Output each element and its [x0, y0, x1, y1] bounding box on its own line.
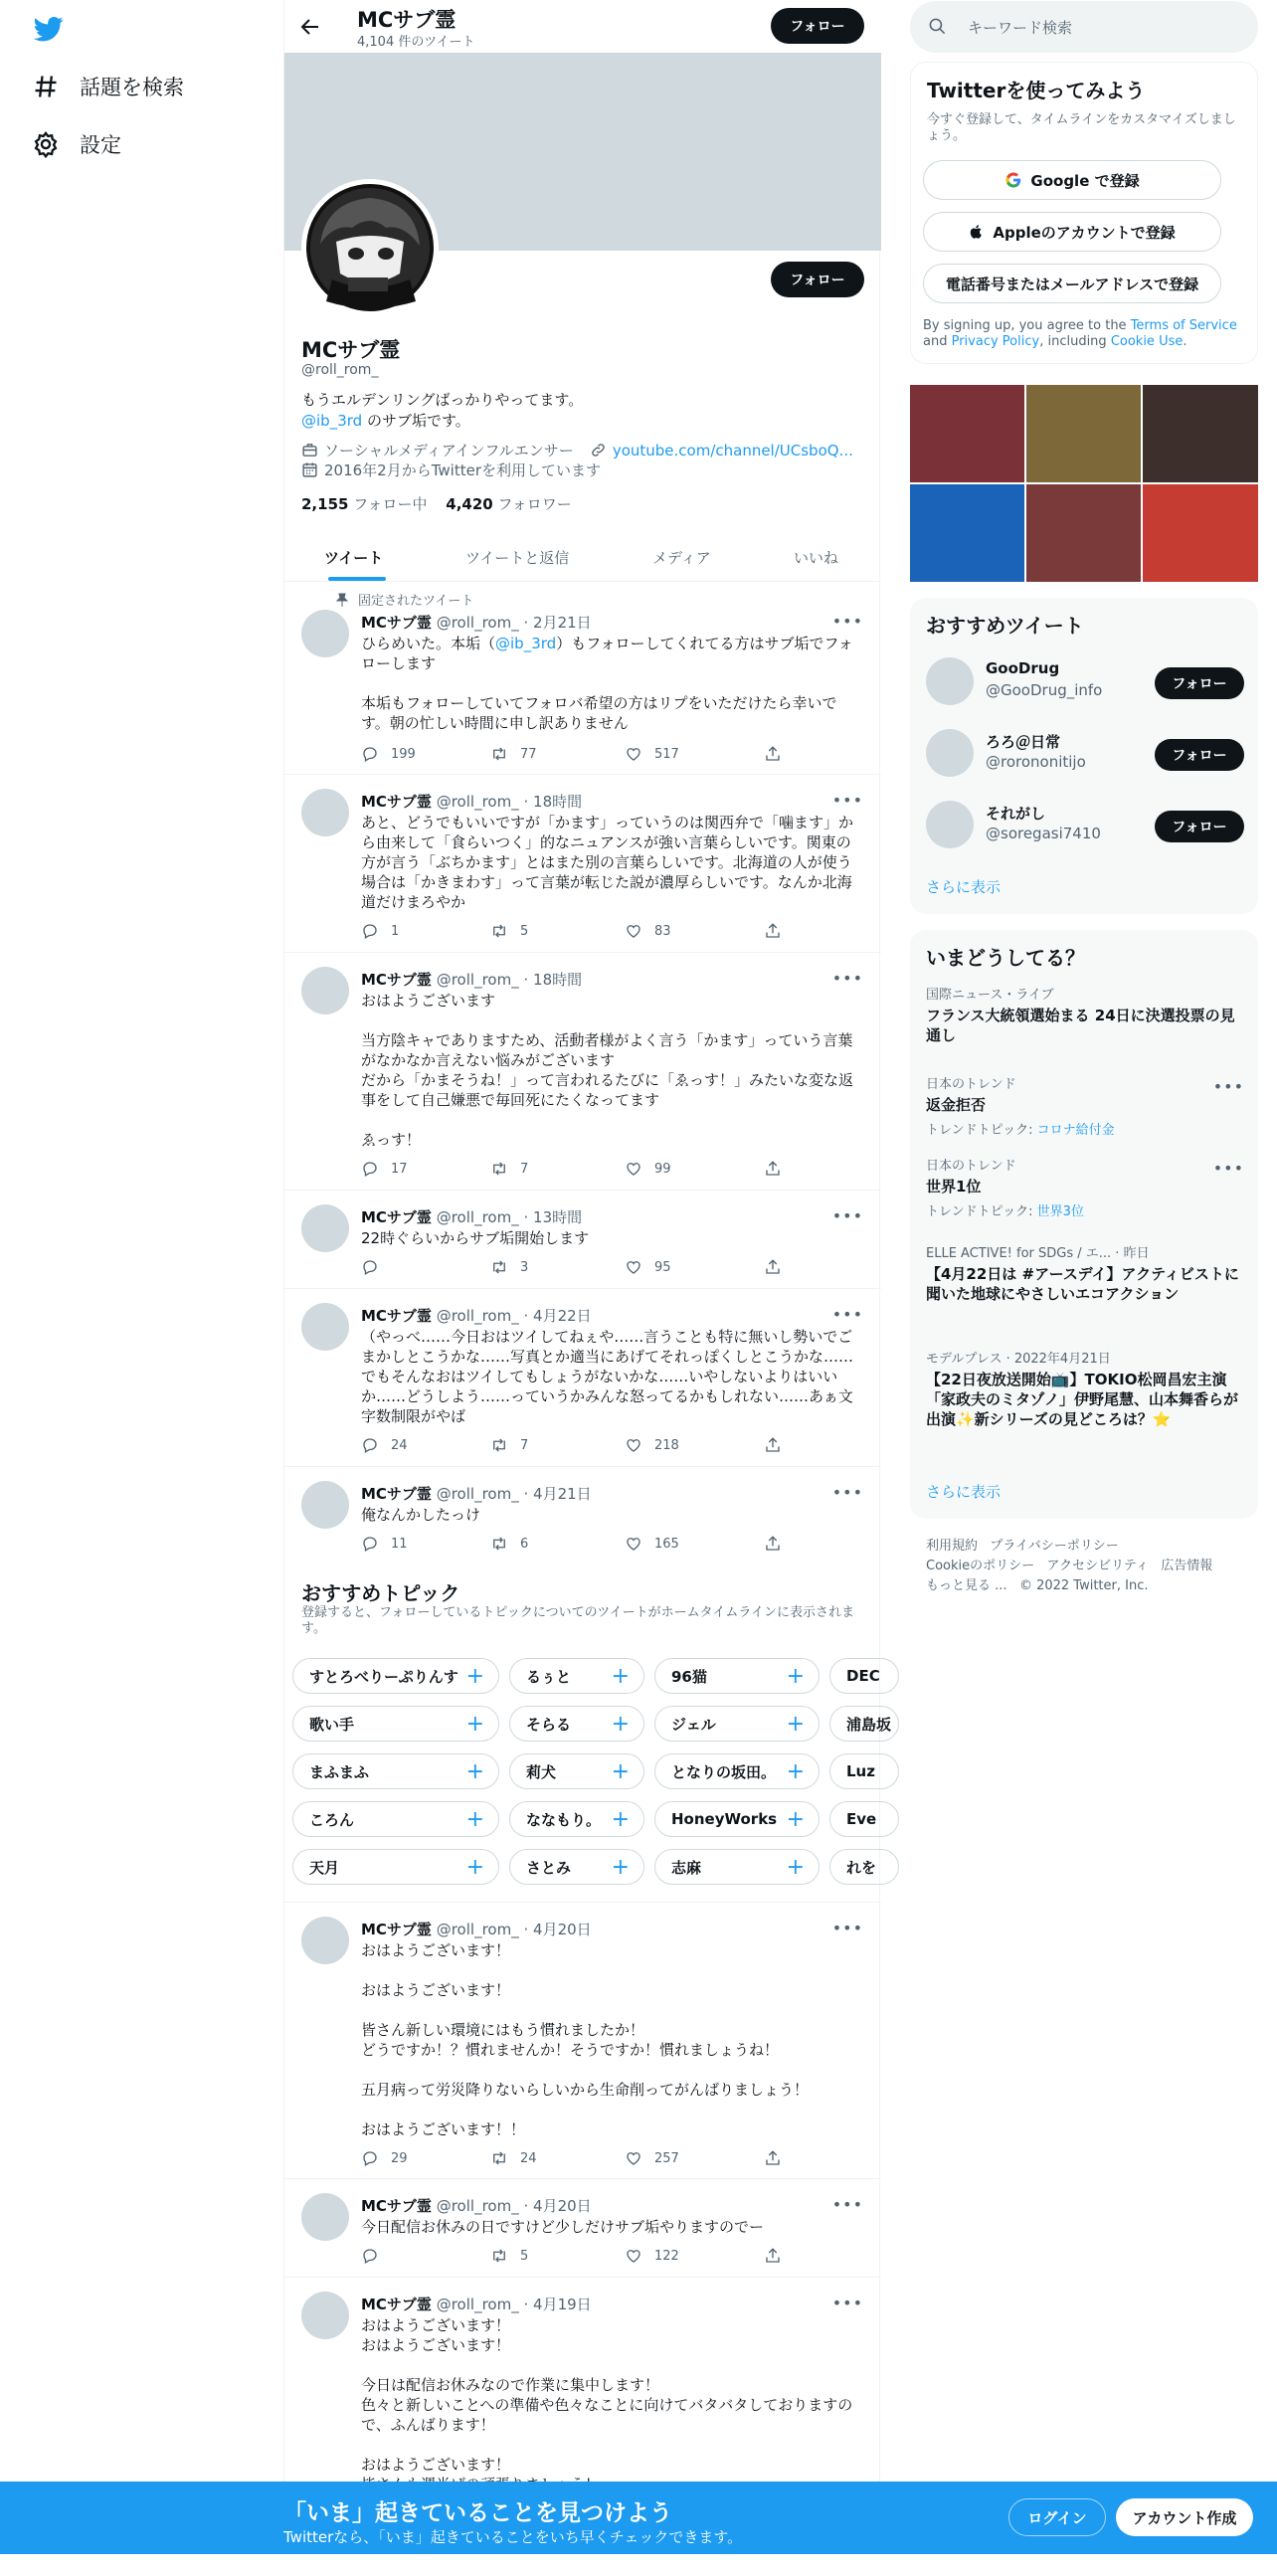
plus-icon[interactable]: + [465, 1664, 484, 1689]
plus-icon[interactable]: + [611, 1712, 630, 1737]
topic-chip[interactable] [509, 1706, 644, 1742]
retweet-count: 3 [520, 1259, 529, 1275]
share-button[interactable] [764, 1436, 782, 1454]
left-navigation [0, 0, 283, 2554]
plus-icon[interactable]: + [465, 1712, 484, 1737]
user-avatar[interactable] [926, 729, 974, 777]
tweet-header: MCサブ霊 @roll_rom_ · 2月21日 [361, 614, 592, 632]
topic-label: ジェル [671, 1715, 716, 1734]
retweet-count: 5 [520, 2248, 529, 2264]
tweet-avatar[interactable] [301, 2193, 349, 2241]
heart-icon [625, 1535, 642, 1553]
topic-label: さとみ [526, 1858, 572, 1877]
tab-tweets[interactable]: ツイート [324, 549, 384, 567]
topic-label: れを [846, 1858, 877, 1877]
terms-link[interactable]: Terms of Service [1130, 318, 1237, 333]
reply-button[interactable] [361, 1436, 408, 1454]
like-count: 517 [654, 746, 679, 762]
retweet-count: 5 [520, 923, 529, 939]
trends-title: いまどうしてる？ [926, 946, 1085, 970]
share-button[interactable] [764, 1160, 782, 1178]
bio-mention-link[interactable]: @ib_3rd [301, 412, 363, 430]
tweet-header: MCサブ霊 @roll_rom_ · 18時間 [361, 971, 583, 989]
retweet-icon [490, 1258, 508, 1276]
profile-joined [301, 460, 601, 480]
topic-chip[interactable] [829, 1658, 899, 1694]
retweet-count: 7 [520, 1161, 529, 1177]
tweet-avatar[interactable] [301, 1917, 349, 1964]
reply-count: 29 [391, 2150, 408, 2166]
topic-chip[interactable] [509, 1753, 644, 1789]
search-icon [928, 17, 947, 36]
tweet-text: 22時ぐらいからサブ垢開始します [361, 1229, 590, 1247]
nav-settings-label: 設定 [80, 133, 121, 157]
topic-chip[interactable] [292, 1706, 499, 1742]
topic-chip[interactable] [292, 1849, 499, 1885]
plus-icon[interactable]: + [786, 1712, 805, 1737]
apple-signup-button[interactable]: Appleのアカウントで登録 [923, 212, 1221, 252]
joined-text: 2016年2月からTwitterを利用しています [324, 461, 601, 479]
tweet-actions [361, 1436, 799, 1456]
footer-terms[interactable]: 利用規約 [926, 1539, 979, 1554]
heart-icon [625, 745, 642, 763]
link-icon [590, 442, 607, 459]
tweet-header: MCサブ霊 @roll_rom_ · 13時間 [361, 1208, 583, 1226]
topic-label: 浦島坂 [846, 1715, 892, 1734]
reply-button[interactable] [361, 2149, 408, 2167]
tweet-text: おはようございます 当方陰キャでありますため、活動者様がよく言う「かます」っていう言葉がなかなか言えない悩みがございます だから「かまそうね！」って言われるたびに「ゑっす！」みたいな変な返事をして自己嫌悪で毎回死にたくなってます ゑっす！ [361, 992, 854, 1149]
tab-media[interactable]: メディア [652, 549, 711, 567]
phone-email-signup-button[interactable]: 電話番号またはメールアドレスで登録 [923, 264, 1221, 303]
followers-link[interactable]: 4,420 フォロワー [446, 495, 572, 513]
heart-icon [625, 1436, 642, 1454]
reply-button[interactable] [361, 1160, 408, 1178]
share-icon [764, 1258, 782, 1276]
more-icon[interactable]: ••• [831, 2195, 863, 2214]
tweet-avatar[interactable] [301, 789, 349, 836]
plus-icon[interactable]: + [786, 1855, 805, 1880]
trends-card [910, 930, 1258, 1519]
profile-follow-button[interactable]: フォロー [771, 262, 864, 297]
calendar-icon [301, 461, 318, 478]
profile-tabs [284, 529, 881, 582]
bio-line-2: のサブ垢です。 [362, 412, 470, 430]
topic-chip[interactable] [654, 1849, 820, 1885]
profile-url-link[interactable]: youtube.com/channel/UCsboQ... [612, 441, 853, 460]
share-icon [764, 1436, 782, 1454]
topic-label: るぅと [526, 1667, 572, 1686]
active-tab-indicator [328, 577, 386, 581]
briefcase-icon [301, 442, 318, 459]
like-count: 257 [654, 2150, 679, 2166]
share-icon [764, 2247, 782, 2265]
like-count: 83 [654, 923, 671, 939]
retweet-button[interactable] [490, 2149, 537, 2167]
signup-title: Twitterを使ってみよう [927, 79, 1146, 102]
tweet-avatar[interactable] [301, 1481, 349, 1529]
tweet-avatar[interactable] [301, 1303, 349, 1351]
tweet[interactable] [284, 953, 881, 1191]
retweet-button[interactable] [490, 1535, 528, 1553]
tweet-text: おはようございます！ おはようございます！ 皆さん新しい環境にはもう慣れましたか！ どうですか！？慣れませんか！そうですか！慣れましょうね！ 五月病って労災降りないらしいから生命削ってがんばりましょう！ おはようございます！！ [361, 1941, 810, 2138]
trend-more-icon[interactable]: ••• [1212, 1077, 1244, 1096]
heart-icon [625, 1160, 642, 1178]
mention-link[interactable]: @ib_3rd [495, 635, 557, 652]
topic-label: そらる [526, 1715, 572, 1734]
more-icon[interactable]: ••• [831, 1919, 863, 1937]
topic-chip[interactable] [509, 1801, 644, 1837]
trend-item[interactable]: モデルプレス · 2022年4月21日 【22日夜放送開始📺】TOKIO松岡昌宏主演「家政夫のミタゾノ」伊野尾慧、山本舞香らが出演✨新シリーズの見どころは？⭐ [926, 1352, 1238, 1428]
trends-show-more[interactable]: さらに表示 [926, 1483, 1002, 1501]
more-icon[interactable]: ••• [831, 612, 863, 631]
topic-label: すとろべりーぷりんす [309, 1667, 458, 1686]
like-button[interactable] [625, 1258, 671, 1276]
plus-icon[interactable]: + [786, 1807, 805, 1832]
plus-icon[interactable]: + [611, 1664, 630, 1689]
like-button[interactable] [625, 2149, 679, 2167]
heart-icon [625, 922, 642, 940]
topic-chip[interactable] [292, 1801, 499, 1837]
more-icon[interactable]: ••• [831, 969, 863, 988]
reply-count: 17 [391, 1161, 408, 1177]
cookie-link[interactable]: Cookie Use [1110, 334, 1184, 349]
more-icon[interactable]: ••• [831, 1305, 863, 1324]
topics-title: おすすめトピック [301, 1581, 460, 1605]
retweet-button[interactable] [490, 1258, 528, 1276]
tab-tweets-replies[interactable]: ツイートと返信 [465, 549, 570, 567]
footer-copyright: © 2022 Twitter, Inc. [1018, 1578, 1149, 1593]
topic-label: Eve [846, 1810, 877, 1828]
retweet-count: 24 [520, 2150, 537, 2166]
trend-topic-link[interactable]: コロナ給付金 [1036, 1123, 1115, 1138]
search-box[interactable] [910, 1, 1258, 53]
retweet-button[interactable] [490, 1436, 528, 1454]
tab-likes[interactable]: いいね [794, 549, 839, 567]
tweet-actions [361, 1535, 799, 1555]
profile-name: MCサブ霊 [301, 338, 401, 362]
recommend-user[interactable]: ろろ＠日常 @rorononitijo フォロー [926, 725, 1244, 781]
trend-item[interactable]: 日本のトレンド 世界1位 トレンドトピック: 世界3位 ••• [926, 1159, 1244, 1219]
media-thumb[interactable] [1026, 484, 1141, 582]
profile-bio [301, 390, 583, 432]
recommend-title: おすすめツイート [926, 614, 1084, 638]
more-icon[interactable]: ••• [831, 791, 863, 810]
tweet-avatar[interactable] [301, 967, 349, 1014]
reply-count: 199 [391, 746, 416, 762]
footer-cookie[interactable]: Cookieのポリシー [926, 1559, 1035, 1573]
media-thumb[interactable] [1026, 385, 1141, 482]
avatar-illustration [306, 184, 434, 311]
gear-icon [32, 130, 60, 158]
reply-icon [361, 745, 379, 763]
twitter-logo-icon[interactable] [32, 14, 66, 44]
topic-chip[interactable] [654, 1658, 820, 1694]
like-count: 165 [654, 1536, 679, 1552]
reply-button[interactable] [361, 2247, 391, 2265]
trend-topic-link[interactable]: 世界3位 [1036, 1204, 1084, 1219]
media-thumb[interactable] [1143, 385, 1258, 482]
plus-icon[interactable]: + [786, 1664, 805, 1689]
recommend-follow-button[interactable]: フォロー [1155, 667, 1244, 699]
reply-icon [361, 2247, 379, 2265]
tweet-actions [361, 922, 799, 942]
nav-settings[interactable] [32, 129, 121, 159]
footer-privacy[interactable]: プライバシーポリシー [990, 1539, 1119, 1554]
topic-chip[interactable] [654, 1706, 820, 1742]
more-icon[interactable]: ••• [831, 1206, 863, 1225]
share-button[interactable] [764, 1258, 782, 1276]
trend-item[interactable]: ELLE ACTIVE! for SDGs / エ... · 昨日 【4月22日は #アースデイ】アクティビストに聞いた地球にやさしいエコアクション [926, 1246, 1239, 1303]
tweet-header: MCサブ霊 @roll_rom_ · 4月21日 [361, 1485, 592, 1503]
back-arrow-icon[interactable] [298, 15, 322, 39]
share-button[interactable] [764, 745, 782, 763]
tweet-text: あと、どうでもいいですが「かます」っていうのは関西弁で「噛ます」から由来して「食らいつく」的なニュアンスが強い言葉らしいです。関東の方が言う「ぶちかます」とはまた別の言葉らしいです。北海道の人が使う場合は「かきまわす」って言葉が転じた説が濃厚らしいです。なんか北海道だけまろやか [361, 814, 854, 911]
tweet[interactable] [284, 1289, 881, 1467]
nav-explore[interactable] [32, 72, 184, 101]
plus-icon[interactable]: + [465, 1855, 484, 1880]
tweet-avatar[interactable] [301, 1204, 349, 1252]
share-icon [764, 922, 782, 940]
topic-chip[interactable] [829, 1849, 899, 1885]
google-icon [1004, 171, 1022, 189]
tweet-text: 今日配信お休みの日ですけど少しだけサブ垢やりますのでー [361, 2218, 765, 2236]
topic-chip[interactable] [829, 1753, 899, 1789]
topic-chip[interactable] [292, 1658, 499, 1694]
footer-ads[interactable]: 広告情報 [1161, 1559, 1213, 1573]
plus-icon[interactable]: + [786, 1759, 805, 1784]
reply-count: 11 [391, 1536, 408, 1552]
topic-label: ななもり。 [526, 1810, 602, 1829]
google-signup-button[interactable]: Google で登録 [923, 160, 1221, 200]
topic-chip[interactable] [829, 1706, 899, 1742]
like-count: 218 [654, 1437, 679, 1453]
tweet-header: MCサブ霊 @roll_rom_ · 4月20日 [361, 2197, 592, 2215]
bio-line-1: もうエルデンリングばっかりやってます。 [301, 391, 584, 409]
recommend-user[interactable]: それがし @soregasi7410 フォロー [926, 797, 1244, 852]
recommend-follow-button[interactable]: フォロー [1155, 811, 1244, 842]
share-icon [764, 1160, 782, 1178]
tweet[interactable] [284, 1902, 881, 2179]
search-input[interactable]: キーワード検索 [968, 19, 1073, 37]
topic-label: Luz [846, 1762, 875, 1780]
pinned-label: 固定されたツイート [336, 590, 473, 609]
signup-desc: 今すぐ登録して、タイムラインをカスタマイズしましょう。 [927, 112, 1236, 143]
like-button[interactable] [625, 1160, 671, 1178]
retweet-icon [490, 2247, 508, 2265]
tweet-actions [361, 1258, 799, 1278]
bottom-signup-bar [0, 2482, 1277, 2554]
tweet-header: MCサブ霊 @roll_rom_ · 18時間 [361, 793, 583, 811]
like-button[interactable] [625, 1535, 679, 1553]
tweet[interactable] [284, 1467, 881, 1565]
like-count: 99 [654, 1161, 671, 1177]
heart-icon [625, 1258, 642, 1276]
tweet[interactable] [284, 582, 881, 775]
reply-button[interactable] [361, 922, 399, 940]
share-button[interactable] [764, 2149, 782, 2167]
hashtag-icon [32, 73, 60, 100]
trend-more-icon[interactable]: ••• [1212, 1159, 1244, 1178]
reply-icon [361, 1160, 379, 1178]
trend-item[interactable]: 日本のトレンド 返金拒否 トレンドトピック: コロナ給付金 ••• [926, 1077, 1244, 1138]
topic-label: HoneyWorks [671, 1810, 778, 1828]
pin-icon [336, 593, 348, 607]
topic-label: 歌い手 [309, 1715, 355, 1734]
recommend-show-more[interactable]: さらに表示 [926, 878, 1002, 896]
plus-icon[interactable]: + [611, 1759, 630, 1784]
tweet[interactable] [284, 1191, 881, 1289]
heart-icon [625, 2149, 642, 2167]
retweet-icon [490, 2149, 508, 2167]
tweet-text: ひらめいた。本垢（@ib_3rd）もフォローしてくれてる方はサブ垢でフォローします 本垢もフォローしていてフォロバ希望の方はリプをいただけたら幸いです。朝の忙しい時間に申し訳ありません [361, 635, 853, 732]
profile-header [284, 0, 881, 53]
like-button[interactable] [625, 922, 671, 940]
share-button[interactable] [764, 2247, 782, 2265]
plus-icon[interactable]: + [465, 1759, 484, 1784]
reply-button[interactable] [361, 1535, 408, 1553]
like-count: 95 [654, 1259, 671, 1275]
plus-icon[interactable]: + [465, 1807, 484, 1832]
tweet-text: おはようございます！ おはようございます！ 今日は配信お休みなので作業に集中します！ 色々と新しいことへの準備や色々なことに向けてバタバタしておりますので、ふんばります！ おはようございます！ [361, 2316, 853, 2474]
reply-icon [361, 1436, 379, 1454]
media-thumb[interactable] [910, 385, 1024, 482]
media-thumb[interactable] [910, 484, 1024, 582]
reply-count: 24 [391, 1437, 408, 1453]
profile-handle: @roll_rom_ [301, 362, 379, 378]
more-icon[interactable]: ••• [831, 1483, 863, 1502]
tweet[interactable] [284, 775, 881, 953]
follow-counts [301, 493, 572, 514]
tweet-actions [361, 2247, 799, 2267]
bottom-bar-subtitle: Twitterなら、「いま」起きていることをいち早くチェックできます。 [283, 2528, 743, 2546]
tweet-header: MCサブ霊 @roll_rom_ · 4月19日 [361, 2296, 592, 2313]
plus-icon[interactable]: + [611, 1807, 630, 1832]
following-link[interactable]: 2,155 フォロー中 [301, 495, 428, 513]
topic-label: 天月 [309, 1858, 340, 1877]
retweet-count: 77 [520, 746, 537, 762]
tweet-header: MCサブ霊 @roll_rom_ · 4月20日 [361, 1921, 592, 1938]
share-button[interactable] [764, 1535, 782, 1553]
topic-chip[interactable] [292, 1753, 499, 1789]
reply-icon [361, 922, 379, 940]
retweet-icon [490, 1535, 508, 1553]
topic-label: DEC [846, 1667, 880, 1685]
tweet-actions [361, 1160, 799, 1180]
topics-description: 登録すると、フォローしているトピックについてのツイートがホームタイムラインに表示されます。 [301, 1605, 855, 1636]
share-icon [764, 1535, 782, 1553]
topic-label: 莉犬 [526, 1762, 557, 1781]
tweet[interactable] [284, 2179, 881, 2278]
media-thumb[interactable] [1143, 484, 1258, 582]
topic-chip[interactable] [829, 1801, 899, 1837]
plus-icon[interactable]: + [611, 1855, 630, 1880]
tweet-actions [361, 745, 799, 765]
topic-label: まふまふ [309, 1762, 370, 1781]
tweet-avatar[interactable] [301, 610, 349, 657]
retweet-button[interactable] [490, 745, 537, 763]
retweet-button[interactable] [490, 1160, 528, 1178]
footer-more[interactable]: もっと見る ... [926, 1578, 1007, 1593]
signup-legal: By signing up, you agree to the Terms of Service and Privacy Policy, including Cookie Use. [923, 318, 1237, 349]
nav-explore-label: 話題を検索 [80, 76, 184, 99]
tweet-actions [361, 2149, 799, 2169]
topic-label: 志麻 [671, 1858, 702, 1877]
reply-icon [361, 2149, 379, 2167]
reply-button[interactable] [361, 1258, 391, 1276]
signup-card [910, 62, 1258, 364]
like-button[interactable] [625, 745, 679, 763]
heart-icon [625, 2247, 642, 2265]
header-name: MCサブ霊 [357, 8, 456, 32]
like-button[interactable] [625, 1436, 679, 1454]
tweet-header: MCサブ霊 @roll_rom_ · 4月22日 [361, 1307, 592, 1325]
profile-avatar[interactable] [301, 179, 439, 316]
header-tweet-count: 4,104 件のツイート [357, 35, 475, 50]
recommend-card [910, 598, 1258, 914]
reply-button[interactable] [361, 745, 416, 763]
like-button[interactable] [625, 2247, 679, 2265]
retweet-count: 6 [520, 1536, 529, 1552]
apple-icon [969, 223, 985, 241]
tweet-avatar[interactable] [301, 2292, 349, 2339]
footer-accessibility[interactable]: アクセシビリティ [1046, 1559, 1149, 1573]
bottom-bar-title: 「いま」起きていることを見つけよう [283, 2500, 672, 2526]
share-button[interactable] [764, 922, 782, 940]
category-text: ソーシャルメディアインフルエンサー [324, 442, 574, 460]
recommend-user[interactable]: GooDrug @GooDrug_info フォロー [926, 653, 1244, 709]
header-follow-button[interactable]: フォロー [771, 8, 864, 44]
retweet-count: 7 [520, 1437, 529, 1453]
retweet-icon [490, 922, 508, 940]
reply-icon [361, 1258, 379, 1276]
topic-label: ころん [309, 1810, 355, 1829]
retweet-button[interactable] [490, 922, 528, 940]
like-count: 122 [654, 2248, 679, 2264]
retweet-icon [490, 1160, 508, 1178]
profile-timeline [283, 0, 892, 2554]
topic-label: となりの坂田。 [671, 1762, 777, 1781]
retweet-icon [490, 1436, 508, 1454]
recommend-follow-button[interactable]: フォロー [1155, 739, 1244, 771]
more-icon[interactable]: ••• [831, 2294, 863, 2312]
login-button[interactable]: ログイン [1008, 2498, 1106, 2536]
media-grid[interactable] [910, 385, 1258, 582]
retweet-button[interactable] [490, 2247, 528, 2265]
trend-item[interactable]: 国際ニュース・ライブ フランス大統領選始まる 24日に決選投票の見通し [926, 988, 1235, 1044]
topic-chip[interactable] [509, 1658, 644, 1694]
topic-chip[interactable] [654, 1753, 820, 1789]
reply-count: 1 [391, 923, 400, 939]
user-avatar[interactable] [926, 801, 974, 848]
reply-icon [361, 1535, 379, 1553]
user-avatar[interactable] [926, 657, 974, 705]
tweet-text: 俺なんかしたっけ [361, 1506, 481, 1524]
privacy-link[interactable]: Privacy Policy [951, 334, 1040, 349]
footer-links [926, 1537, 1244, 1596]
signup-button[interactable]: アカウント作成 [1116, 2498, 1253, 2536]
share-icon [764, 2149, 782, 2167]
tweet-text: （やっべ……今日おはツイしてねぇや……言うことも特に無いし勢いでごまかしとこうかな……写真とか適当にあげてそれっぽくしとこうかな……でもそんなおはツイしてもしょうがないかな……いやしないよりはいいか……どうしよう……っていうかみんな怒ってるかもしれない……あぁ文字数制限がやば [361, 1328, 854, 1425]
retweet-icon [490, 745, 508, 763]
topic-label: 96猫 [671, 1667, 707, 1686]
topic-chip[interactable] [654, 1801, 820, 1837]
topic-chip[interactable] [509, 1849, 644, 1885]
share-icon [764, 745, 782, 763]
profile-category [301, 440, 853, 460]
